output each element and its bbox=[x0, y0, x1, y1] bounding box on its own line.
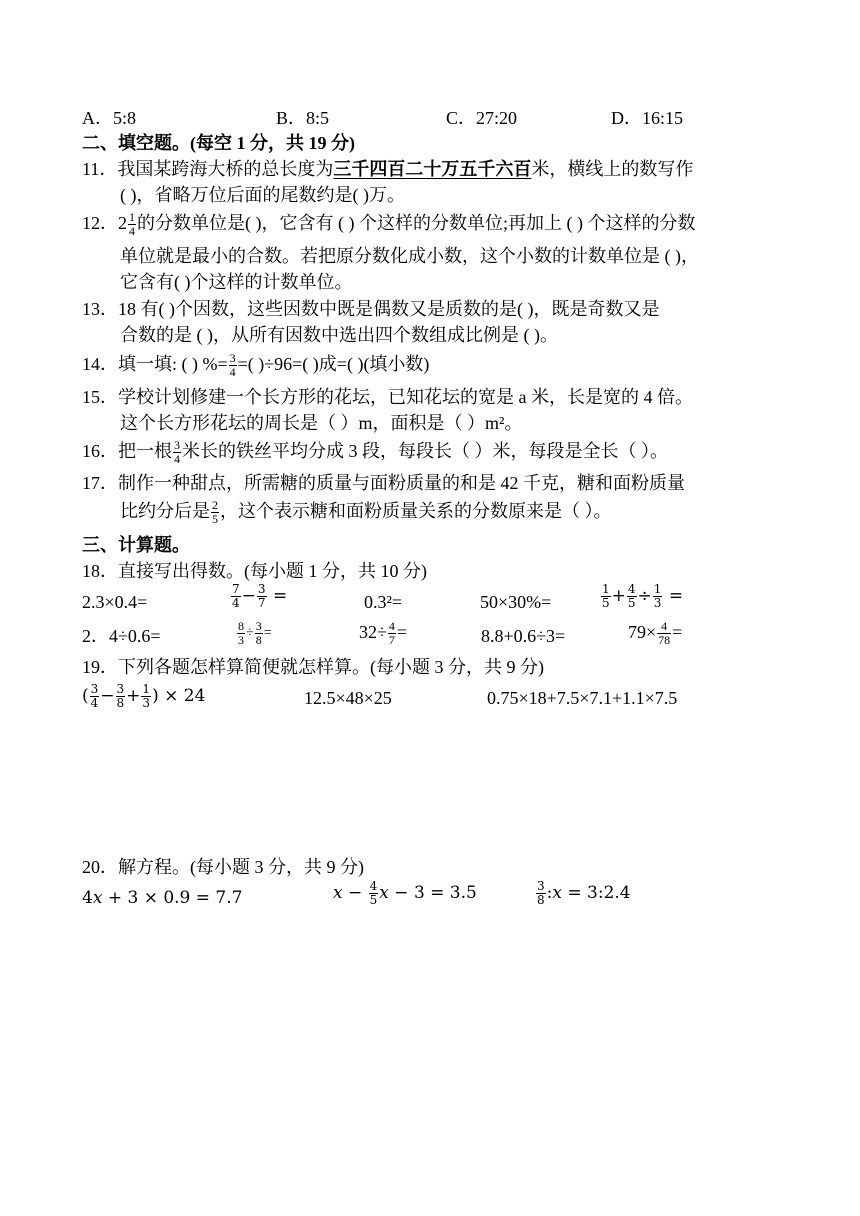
variable-x: x bbox=[92, 888, 103, 908]
numerator: 3 bbox=[257, 582, 266, 596]
q18-r1-c1: 2.3×0.4= bbox=[82, 592, 148, 612]
fraction bbox=[536, 880, 546, 907]
denominator: 3 bbox=[238, 633, 244, 647]
denominator: 78 bbox=[658, 633, 671, 648]
denominator: 5 bbox=[369, 893, 378, 907]
q19-expression-1 bbox=[82, 683, 205, 710]
q14-text-post: =( )÷96=( )成=( )(填小数) bbox=[237, 354, 430, 374]
q18-instruction: 直接写出得数。(每小题 1 分，共 10 分) bbox=[118, 561, 427, 581]
q18-r2-c1: 2．4÷0.6= bbox=[82, 626, 161, 646]
q11-underlined-number: 三千四百二十万五千六百 bbox=[333, 159, 532, 179]
operator: − bbox=[342, 883, 368, 903]
q12-line1 bbox=[82, 211, 695, 238]
q17-text-pre: 比约分后是 bbox=[120, 501, 210, 521]
expression-text: 79× bbox=[628, 622, 657, 642]
q11-line1 bbox=[82, 157, 693, 181]
q14-text-pre: 填一填: ( ) %= bbox=[118, 354, 228, 374]
denominator: 3 bbox=[653, 596, 662, 610]
numerator: 3 bbox=[537, 879, 545, 893]
q15-line1 bbox=[82, 385, 693, 409]
q18-r1-c3: 0.3²= bbox=[364, 592, 403, 612]
equation-rest: − 3 = 3.5 bbox=[388, 883, 477, 903]
option-b: B．8:5 bbox=[276, 108, 330, 128]
q14-number: 14． bbox=[82, 354, 118, 374]
numerator: 1 bbox=[653, 582, 662, 596]
q19-number: 19． bbox=[82, 657, 118, 677]
q18-r2-c5 bbox=[628, 620, 682, 647]
numerator: 1 bbox=[602, 582, 610, 596]
q13-line1 bbox=[82, 297, 659, 321]
fraction bbox=[388, 620, 396, 647]
operator: + bbox=[611, 586, 626, 606]
operator: − bbox=[100, 686, 115, 706]
numerator: 3 bbox=[116, 682, 125, 696]
q11-number: 11． bbox=[82, 159, 118, 179]
operator: − bbox=[241, 586, 256, 606]
q18-r1-c2 bbox=[230, 583, 287, 610]
q12-line2: 单位就是最小的合数。若把原分数化成小数，这个小数的计数单位是 ( )， bbox=[120, 246, 699, 266]
q17-text: 制作一种甜点，所需糖的质量与面粉质量的和是 42 千克，糖和面粉质量 bbox=[118, 473, 685, 493]
q19-instruction: 下列各题怎样算简便就怎样算。(每小题 3 分，共 9 分) bbox=[118, 657, 544, 677]
option-a: A．5:8 bbox=[82, 108, 136, 128]
q18-r2-c3 bbox=[359, 620, 407, 647]
q17-number: 17． bbox=[82, 473, 118, 493]
q20-equation-3 bbox=[535, 880, 631, 907]
q15-text: 学校计划修建一个长方形的花坛，已知花坛的宽是 a 米，长是宽的 4 倍。 bbox=[118, 387, 693, 407]
denominator: 7 bbox=[257, 596, 266, 610]
fraction bbox=[116, 683, 126, 710]
equals: = bbox=[272, 586, 288, 606]
q17-fraction-numerator: 2 bbox=[212, 498, 218, 513]
numerator: 3 bbox=[255, 619, 262, 633]
equals: = bbox=[263, 625, 272, 641]
equals: = bbox=[672, 622, 683, 642]
q19-title bbox=[82, 655, 544, 679]
q18-r2-c2 bbox=[236, 620, 272, 647]
colon: : bbox=[546, 883, 553, 903]
expression-text: 32÷ bbox=[359, 622, 387, 642]
q13-line2: 合数的是 ( )，从所有因数中选出四个数组成比例是 ( )。 bbox=[120, 325, 558, 345]
close-paren-and-multiplier: ) × 24 bbox=[152, 686, 206, 706]
q12-fraction-denominator: 4 bbox=[129, 224, 135, 239]
q17-line1 bbox=[82, 471, 685, 495]
q19-expression-3: 0.75×18+7.5×7.1+1.1×7.5 bbox=[487, 688, 678, 708]
q18-r1-c5 bbox=[600, 583, 683, 610]
equals: = bbox=[396, 622, 408, 642]
q18-title bbox=[82, 559, 427, 583]
q16-fraction bbox=[173, 439, 181, 466]
q12-text: 的分数单位是( )，它含有 ( ) 个这样的分数单位;再加上 ( ) 个这样的分数 bbox=[137, 213, 696, 233]
denominator: 4 bbox=[90, 696, 99, 710]
operator: + bbox=[126, 686, 141, 706]
coefficient: 4 bbox=[82, 888, 93, 908]
q12-fraction bbox=[128, 211, 136, 238]
q16-number: 16． bbox=[82, 441, 118, 461]
numerator: 4 bbox=[627, 582, 636, 596]
section3-title: 三、计算题。 bbox=[82, 535, 190, 555]
q16-text-post: 米长的铁丝平均分成 3 段，每段长（ ）米，每段是全长（ ）。 bbox=[182, 441, 668, 461]
q20-instruction: 解方程。(每小题 3 分，共 9 分) bbox=[118, 857, 364, 877]
fraction bbox=[90, 683, 100, 710]
q14-fraction bbox=[229, 352, 237, 379]
q13-text: 18 有( )个因数，这些因数中既是偶数又是质数的是( )，既是奇数又是 bbox=[118, 299, 660, 319]
equation-rest: = 3:2.4 bbox=[561, 883, 631, 903]
q20-equation-1 bbox=[82, 886, 242, 910]
q14-fraction-numerator: 3 bbox=[229, 351, 236, 366]
numerator: 1 bbox=[142, 682, 151, 696]
q20-number: 20． bbox=[82, 857, 118, 877]
q12-line3: 它含有( )个这样的计数单位。 bbox=[120, 272, 353, 292]
equals: = bbox=[668, 586, 684, 606]
q18-number: 18． bbox=[82, 561, 118, 581]
q14-line bbox=[82, 352, 429, 379]
variable-x: x bbox=[379, 883, 389, 903]
denominator: 7 bbox=[388, 633, 395, 648]
fraction bbox=[257, 583, 267, 610]
q12-mixed-whole: 2 bbox=[118, 213, 127, 233]
q15-line2: 这个长方形花坛的周长是（ ）m，面积是（ ）m²。 bbox=[120, 413, 523, 433]
section2-title: 二、填空题。(每空 1 分，共 19 分) bbox=[82, 133, 355, 153]
q11-text-pre: 我国某跨海大桥的总长度为 bbox=[117, 159, 334, 179]
q19-expression-2: 12.5×48×25 bbox=[304, 688, 392, 708]
q20-title bbox=[82, 855, 364, 879]
q11-line2: ( )，省略万位后面的尾数约是( )万。 bbox=[120, 185, 405, 205]
q15-number: 15． bbox=[82, 387, 118, 407]
denominator: 3 bbox=[142, 696, 151, 710]
variable-x: x bbox=[333, 883, 343, 903]
numerator: 4 bbox=[388, 619, 395, 634]
fraction bbox=[141, 683, 151, 710]
variable-x: x bbox=[552, 883, 562, 903]
fraction bbox=[601, 583, 611, 610]
denominator: 8 bbox=[537, 893, 545, 907]
q17-fraction-denominator: 5 bbox=[212, 512, 218, 527]
q13-number: 13． bbox=[82, 299, 118, 319]
operator: ÷ bbox=[246, 625, 254, 641]
fraction bbox=[255, 620, 263, 647]
option-d: D．16:15 bbox=[611, 108, 683, 128]
numerator: 4 bbox=[369, 879, 378, 893]
fraction bbox=[653, 583, 663, 610]
numerator: 4 bbox=[657, 620, 671, 634]
fraction bbox=[237, 620, 245, 647]
operator: ÷ bbox=[637, 586, 652, 606]
open-paren: ( bbox=[82, 686, 89, 706]
option-c: C．27:20 bbox=[446, 108, 518, 128]
denominator: 8 bbox=[255, 633, 262, 647]
q17-text-post: ，这个表示糖和面粉质量关系的分数原来是（ ）。 bbox=[220, 501, 612, 521]
q12-fraction-numerator: 1 bbox=[129, 210, 135, 225]
fraction bbox=[231, 583, 241, 610]
fraction bbox=[627, 583, 637, 610]
q16-text-pre: 把一根 bbox=[118, 441, 172, 461]
numerator: 7 bbox=[232, 582, 240, 596]
numerator: 8 bbox=[238, 619, 244, 633]
q11-text-post: 米，横线上的数写作 bbox=[531, 159, 694, 179]
q16-line bbox=[82, 439, 668, 466]
equation-rest: + 3 × 0.9 = 7.7 bbox=[102, 888, 243, 908]
denominator: 4 bbox=[232, 596, 240, 610]
q20-equation-2 bbox=[333, 880, 477, 907]
q18-r1-c4: 50×30%= bbox=[480, 592, 552, 612]
q17-line2 bbox=[120, 499, 612, 526]
q18-r2-c4: 8.8+0.6÷3= bbox=[481, 626, 566, 646]
denominator: 5 bbox=[627, 596, 636, 610]
q17-fraction bbox=[211, 499, 219, 526]
fraction bbox=[369, 880, 379, 907]
q16-fraction-numerator: 3 bbox=[174, 438, 180, 453]
q16-fraction-denominator: 4 bbox=[174, 452, 180, 467]
fraction bbox=[657, 620, 671, 647]
q12-number: 12． bbox=[82, 213, 118, 233]
q14-fraction-denominator: 4 bbox=[229, 365, 236, 380]
numerator: 3 bbox=[90, 682, 99, 696]
denominator: 5 bbox=[602, 596, 610, 610]
denominator: 8 bbox=[116, 696, 125, 710]
